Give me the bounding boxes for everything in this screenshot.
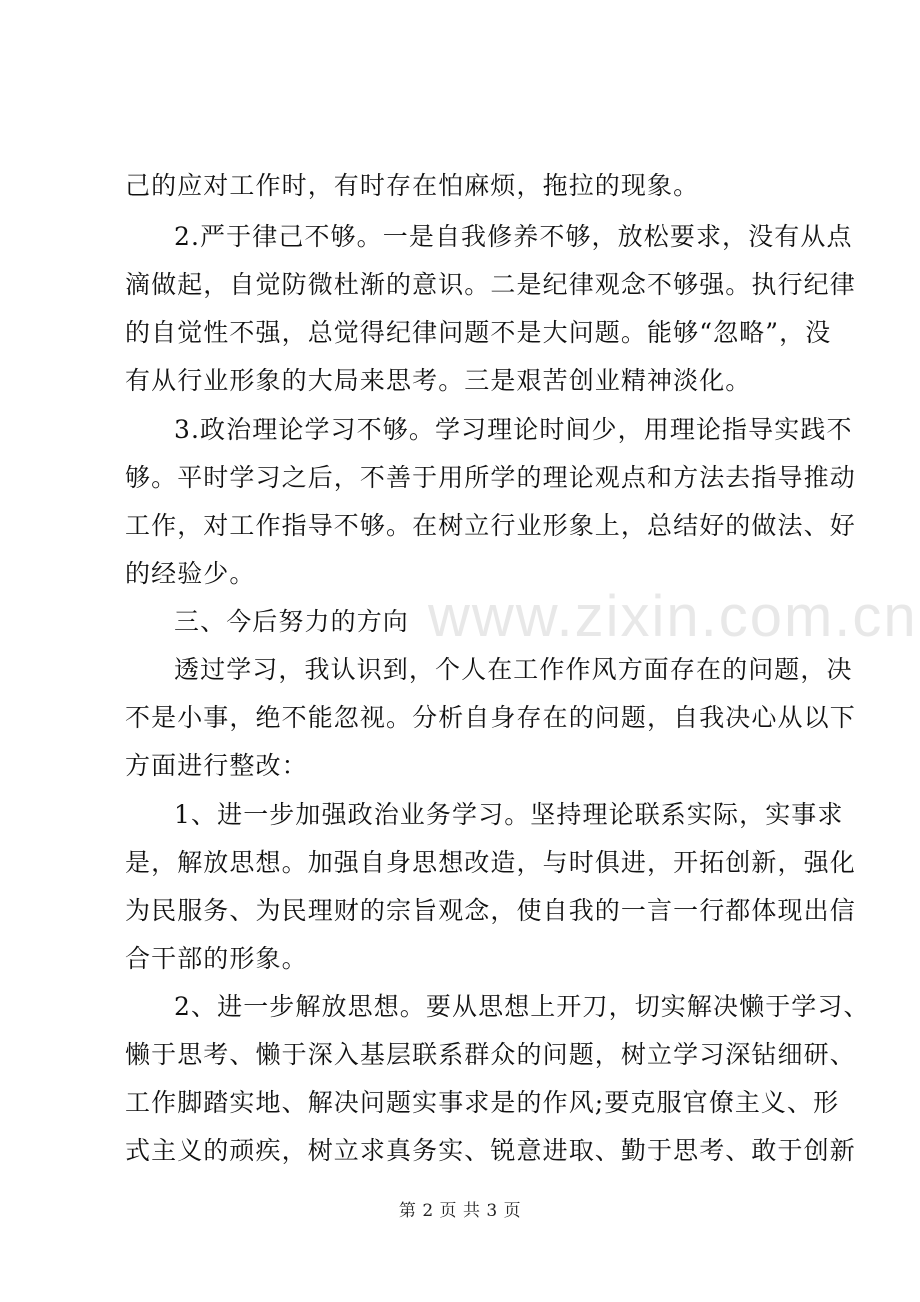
text-line: 合干部的形象。 — [125, 944, 308, 973]
watermark: www.zixin.com.cn — [428, 584, 918, 649]
text-line: 的自觉性不强，总觉得纪律问题不是大问题。能够“忽略”，没 — [125, 318, 832, 347]
text-line: 式主义的顽疾，树立求真务实、锐意进取、勤于思考、敢于创新 — [125, 1136, 856, 1165]
page-footer: 第 2 页 共 3 页 — [398, 1201, 522, 1221]
text-line: 2.严于律己不够。一是自我修养不够，放松要求，没有从点 — [174, 222, 853, 251]
text-line: 为民服务、为民理财的宗旨观念，使自我的一言一行都体现出信 — [125, 896, 856, 925]
text-line: 有从行业形象的大局来思考。三是艰苦创业精神淡化。 — [125, 366, 752, 395]
text-line: 的经验少。 — [125, 559, 256, 588]
text-line: 滴做起，自觉防微杜渐的意识。二是纪律观念不够强。执行纪律 — [125, 270, 856, 299]
text-line: 是，解放思想。加强自身思想改造，与时俱进，开拓创新，强化 — [125, 848, 856, 877]
section-heading: 三、今后努力的方向 — [174, 607, 409, 636]
text-line: 2、进一步解放思想。要从思想上开刀，切实解决懒于学习、 — [174, 992, 870, 1021]
text-line: 3.政治理论学习不够。学习理论时间少，用理论指导实践不 — [174, 415, 853, 444]
text-line: 透过学习，我认识到，个人在工作作风方面存在的问题，决 — [174, 655, 853, 684]
text-line: 够。平时学习之后，不善于用所学的理论观点和方法去指导推动 — [125, 463, 856, 492]
text-line: 工作脚踏实地、解决问题实事求是的作风;要克服官僚主义、形 — [125, 1088, 840, 1117]
text-line: 1、进一步加强政治业务学习。坚持理论联系实际，实事求 — [174, 800, 844, 829]
text-line: 己的应对工作时，有时存在怕麻烦，拖拉的现象。 — [125, 171, 700, 200]
text-line: 懒于思考、懒于深入基层联系群众的问题，树立学习深钻细研、 — [125, 1040, 856, 1069]
text-line: 工作，对工作指导不够。在树立行业形象上，总结好的做法、好 — [125, 511, 856, 540]
text-line: 不是小事，绝不能忽视。分析自身存在的问题，自我决心从以下 — [125, 703, 856, 732]
text-line: 方面进行整改： — [125, 751, 308, 780]
